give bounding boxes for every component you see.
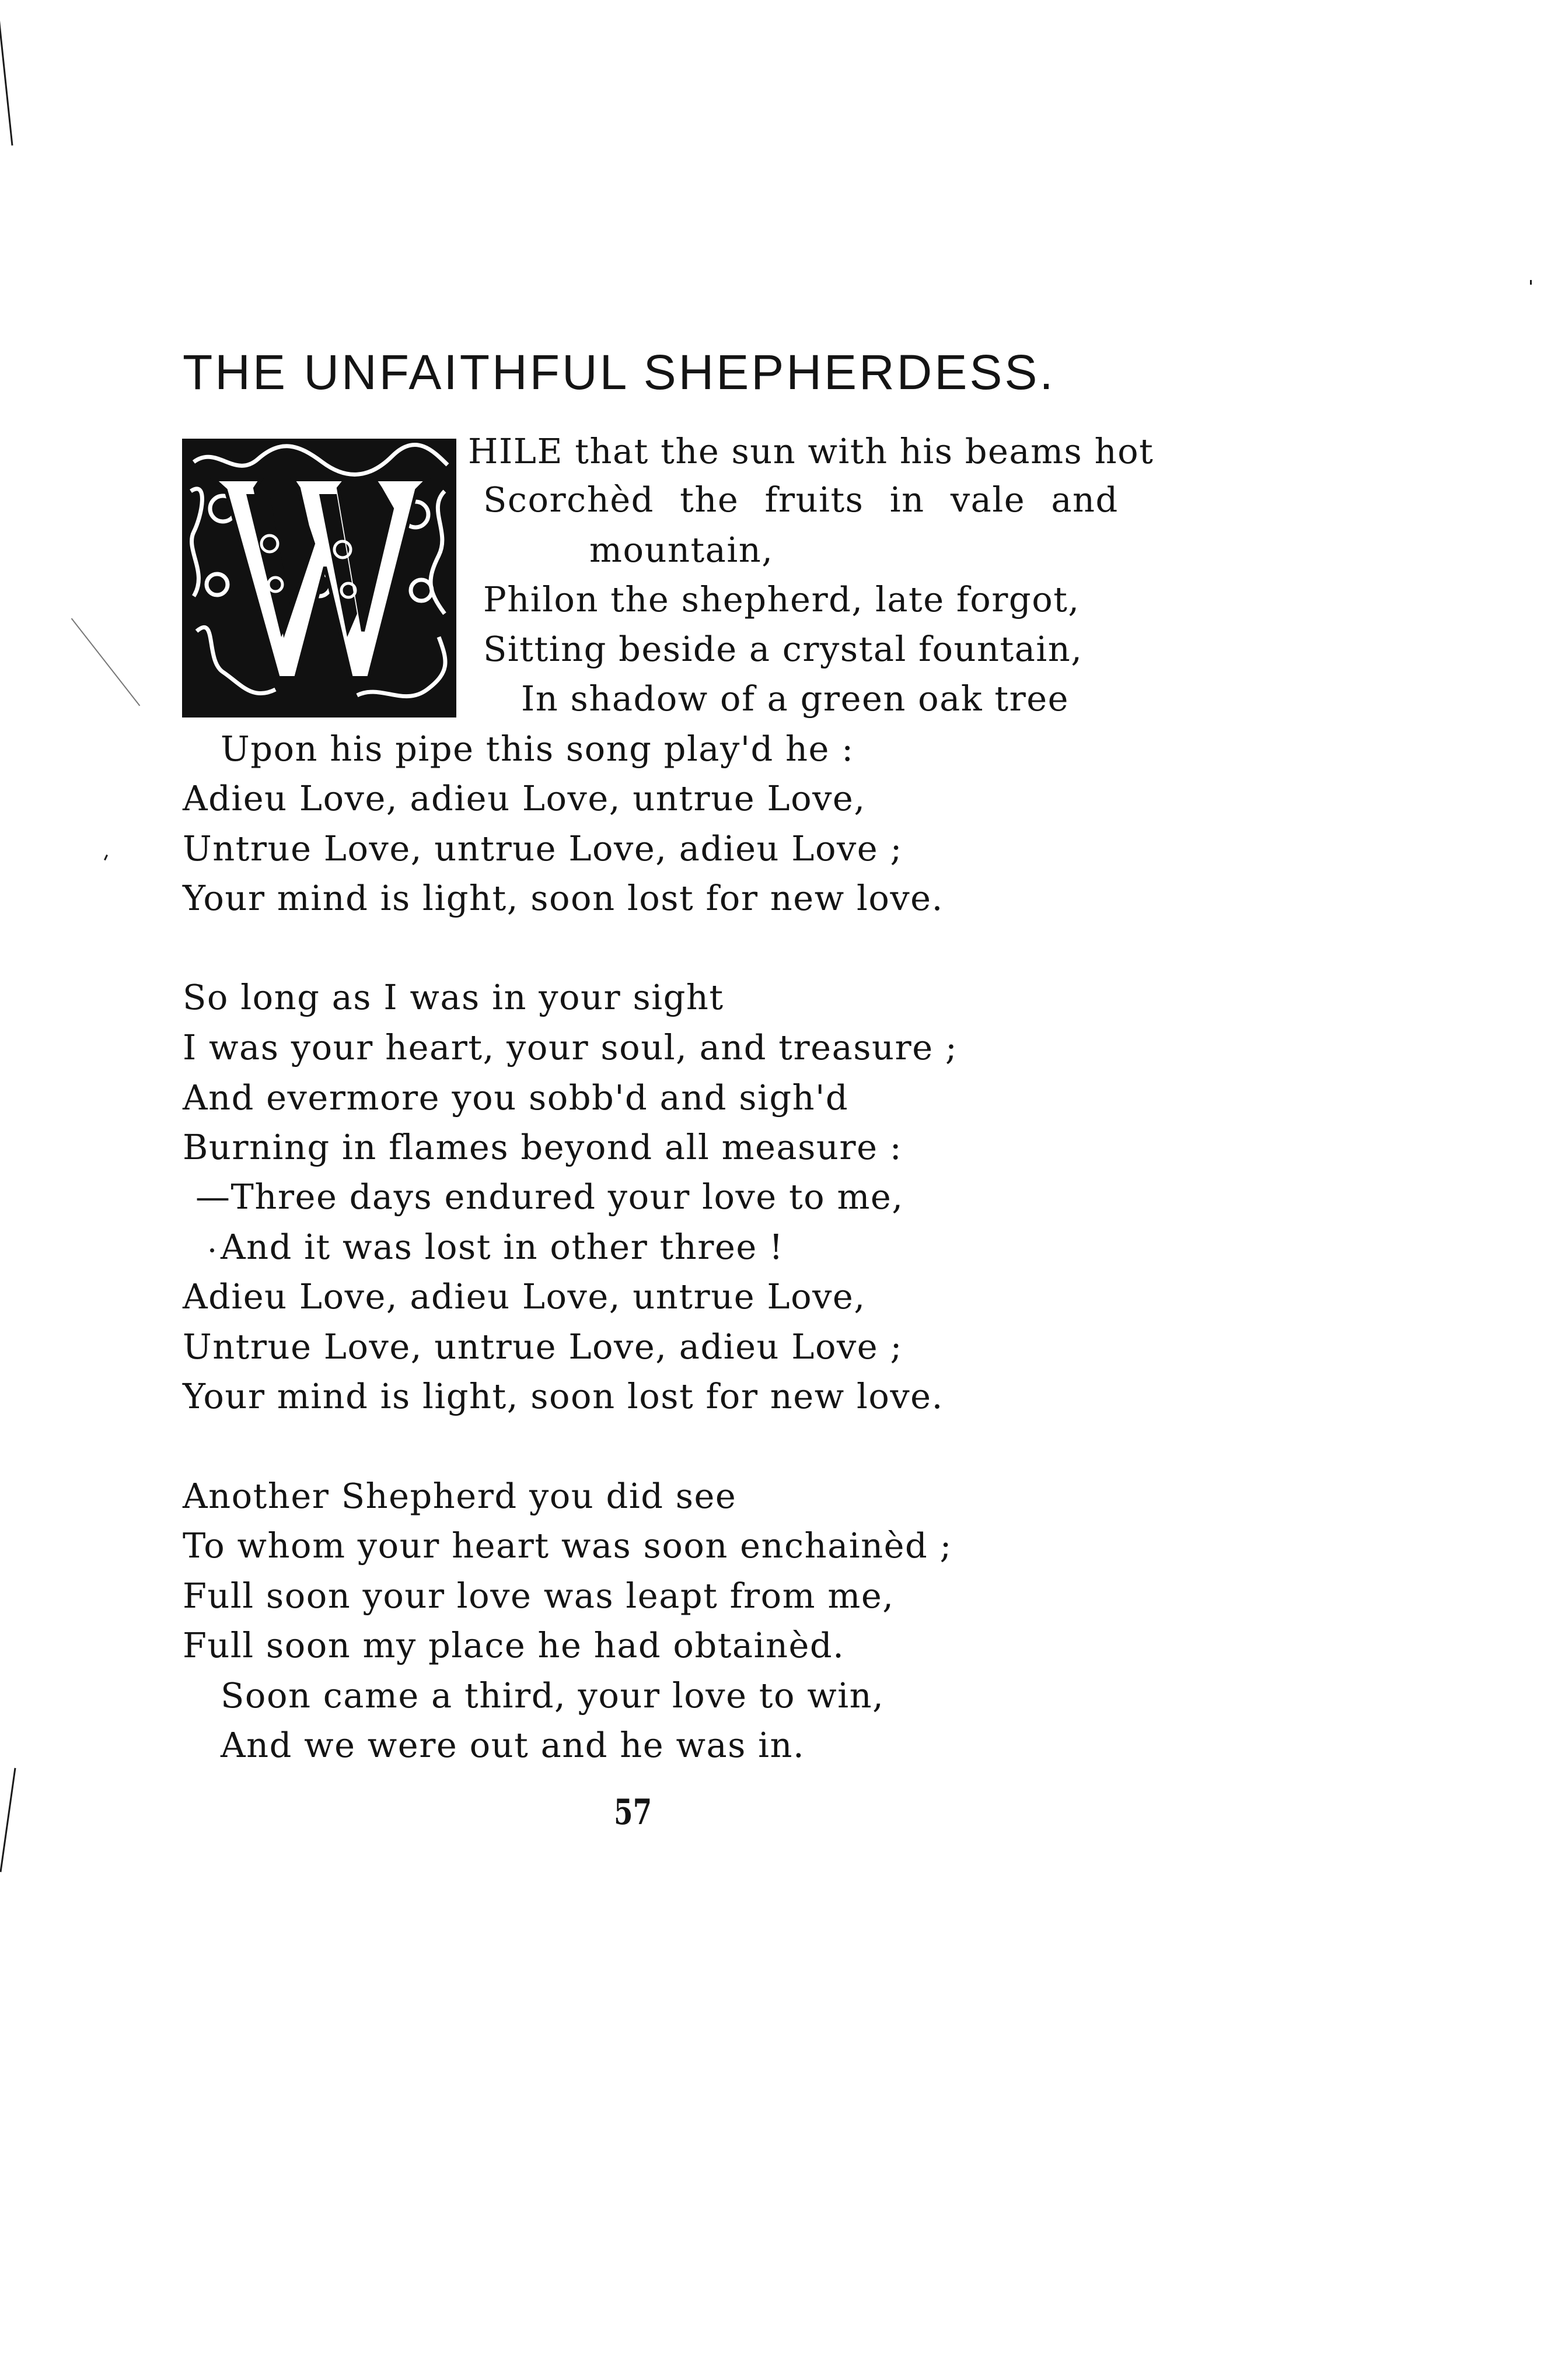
poem-line: Adieu Love, adieu Love, untrue Love, <box>183 778 866 818</box>
scan-mark <box>104 855 108 860</box>
poem-line: And evermore you sobb'd and sigh'd <box>183 1077 849 1118</box>
poem-title: THE UNFAITHFUL SHEPHERDESS. <box>183 345 1056 400</box>
poem-line: Soon came a third, your love to win, <box>221 1675 885 1716</box>
poem-line: Adieu Love, adieu Love, untrue Love, <box>183 1276 866 1317</box>
poem-line: Burning in flames beyond all measure : <box>183 1127 903 1167</box>
poem-line: Your mind is light, soon lost for new love. <box>183 878 944 918</box>
poem-line: Sitting beside a crystal fountain, <box>483 629 1083 669</box>
page-number: 57 <box>614 1792 652 1833</box>
scan-mark <box>71 618 141 706</box>
poem-line: Untrue Love, untrue Love, adieu Love ; <box>183 828 903 869</box>
poem-line: In shadow of a green oak tree <box>521 678 1070 719</box>
scan-mark <box>1530 280 1532 285</box>
poem-line: I was your heart, your soul, and treasure ; <box>183 1027 958 1068</box>
scan-mark <box>0 18 13 145</box>
drop-cap-w-ornament <box>182 439 456 718</box>
poem-line: Untrue Love, untrue Love, adieu Love ; <box>183 1326 903 1367</box>
poem-line: To whom your heart was soon enchainèd ; <box>183 1525 952 1566</box>
poem-line: Full soon my place he had obtainèd. <box>183 1625 845 1665</box>
poem-line: And we were out and he was in. <box>221 1725 805 1765</box>
poem-line: mountain, <box>589 530 774 570</box>
poem-line: Scorchèd the fruits in vale and <box>483 480 1119 520</box>
poem-line: And it was lost in other three ! <box>221 1227 784 1267</box>
scan-mark <box>210 1248 214 1252</box>
scan-mark <box>0 1768 16 1873</box>
poem-line: Philon the shepherd, late forgot, <box>483 579 1080 620</box>
poem-line: Full soon your love was leapt from me, <box>183 1576 895 1616</box>
poem-line: HILE that the sun with his beams hot <box>468 431 1154 471</box>
poem-line: Your mind is light, soon lost for new love. <box>183 1376 944 1416</box>
poem-line: Another Shepherd you did see <box>183 1476 737 1516</box>
poem-line: So long as I was in your sight <box>183 977 724 1017</box>
poem-line: Upon his pipe this song play'd he : <box>221 729 854 769</box>
poem-line: —Three days endured your love to me, <box>195 1177 904 1217</box>
